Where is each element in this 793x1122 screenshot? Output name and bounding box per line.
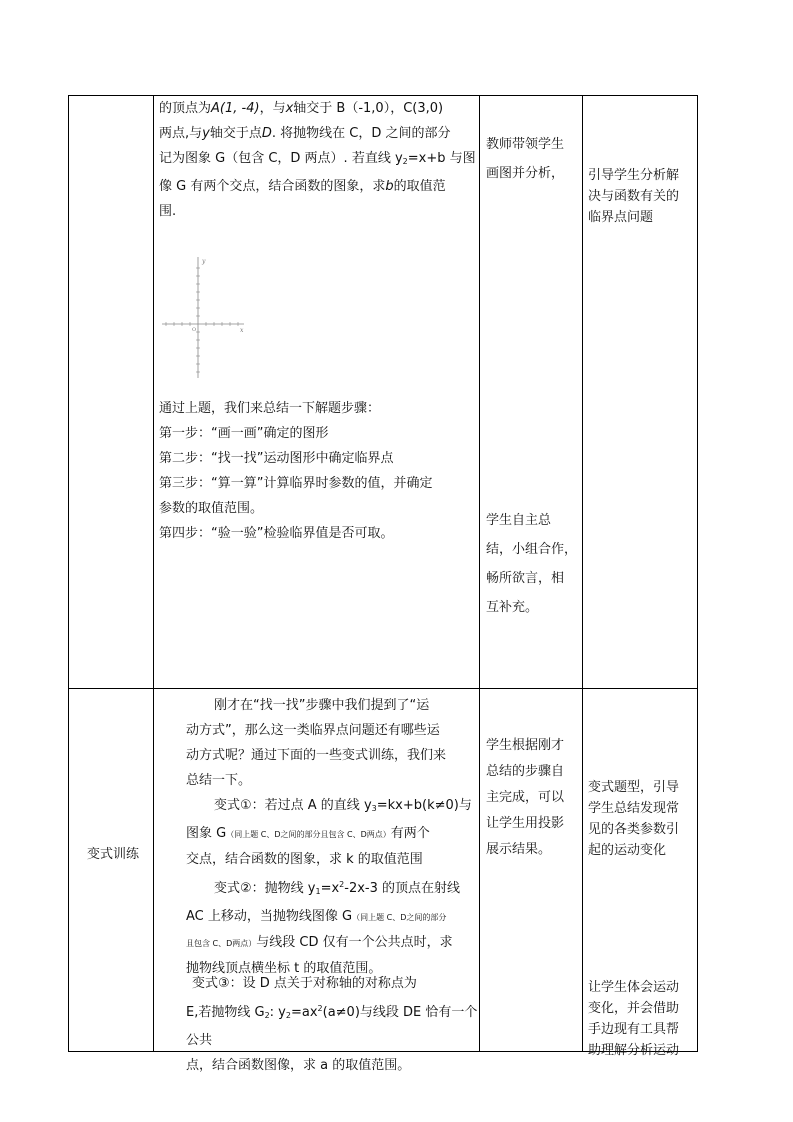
step-4: 第四步：“验一验”检验临界值是否可取。 bbox=[159, 526, 394, 541]
y-axis-label: y bbox=[202, 258, 206, 265]
step-3-cont: 参数的取值范围。 bbox=[159, 501, 264, 516]
variant-intro-cont: 动方式”，那么这一类临界点问题还有哪些运 动方式呢？通过下面的一些变式训练，我们来 总结一下。 bbox=[186, 723, 447, 788]
step-1: 第一步：“画一画”确定的图形 bbox=[159, 426, 329, 441]
design-intent-2: 变式题型，引导 学生总结发现常 见的各类参数引 起的运动变化 bbox=[588, 780, 680, 858]
row-label-variant-training: 变式训练 bbox=[86, 847, 139, 862]
variant-student-activity: 学生根据刚才 总结的步骤自 主完成，可以 让学生用投影 展示结果。 bbox=[486, 738, 565, 857]
coordinate-axes-figure bbox=[160, 255, 246, 380]
teacher-activity: 教师带领学生 画图并分析， bbox=[486, 137, 565, 181]
design-intent-3: 让学生体会运动 变化，并会借助 手边现有工具帮 助理解分析运动 bbox=[588, 980, 680, 1058]
origin-label: O bbox=[192, 327, 197, 333]
column-divider-1 bbox=[153, 96, 154, 1051]
variant-3: 变式③：设 D 点关于对称轴的对称点为 E,若抛物线 $G_2$: $y_2=ax^2(a\ne 0)$与线段 DE 恰有一个公共 点，结合函数图像，求 a 的取值范围。 bbox=[186, 976, 478, 1073]
column-divider-3 bbox=[582, 96, 583, 1051]
variant-intro: 刚才在“找一找”步骤中我们提到了“运 bbox=[214, 698, 430, 713]
x-axis-label: x bbox=[240, 327, 244, 334]
variant-1: 变式①：若过点 A 的直线 $y_3=kx+b(k\ne 0)$与 图象 G（同上题 C、D之间的部分且包含 C、D两点）有两个 交点，结合函数的图象，求 k 的取值范围 bbox=[186, 798, 472, 867]
step-2: 第二步：“找一找”运动图形中确定临界点 bbox=[159, 451, 394, 466]
summary-steps bbox=[159, 396, 479, 546]
design-intent-1: 引导学生分析解 决与函数有关的 临界点问题 bbox=[588, 168, 680, 225]
problem-text: 的顶点为A(1, -4)，与x轴交于 B（-1,0），C(3,0) 两点,与y轴交于点D. 将抛物线在 C，D 之间的部分 记为图象 G（包含 C，D 两点）. 若直线 $y_2=x+b$ 与图 像 G 有两个交点，结合函数的图象，求b的取值范 围. bbox=[159, 101, 476, 219]
variant-2: 变式②：抛物线 $y_1=x^2-2x-3$ 的顶点在射线 AC 上移动，当抛物线图像 G（同上题 C、D之间的部分 且包含 C、D两点）与线段 CD 仅有一个公共点时，求 抛物线顶点横坐标 t 的取值范围。 bbox=[186, 880, 461, 976]
step-3: 第三步：“算一算”计算临界时参数的值，并确定 bbox=[159, 476, 433, 491]
row-divider bbox=[69, 688, 697, 689]
student-activity-summary: 学生自主总 结，小组合作， 畅所欲言，相 互补充。 bbox=[486, 513, 578, 615]
summary-intro: 通过上题，我们来总结一下解题步骤： bbox=[159, 401, 381, 416]
